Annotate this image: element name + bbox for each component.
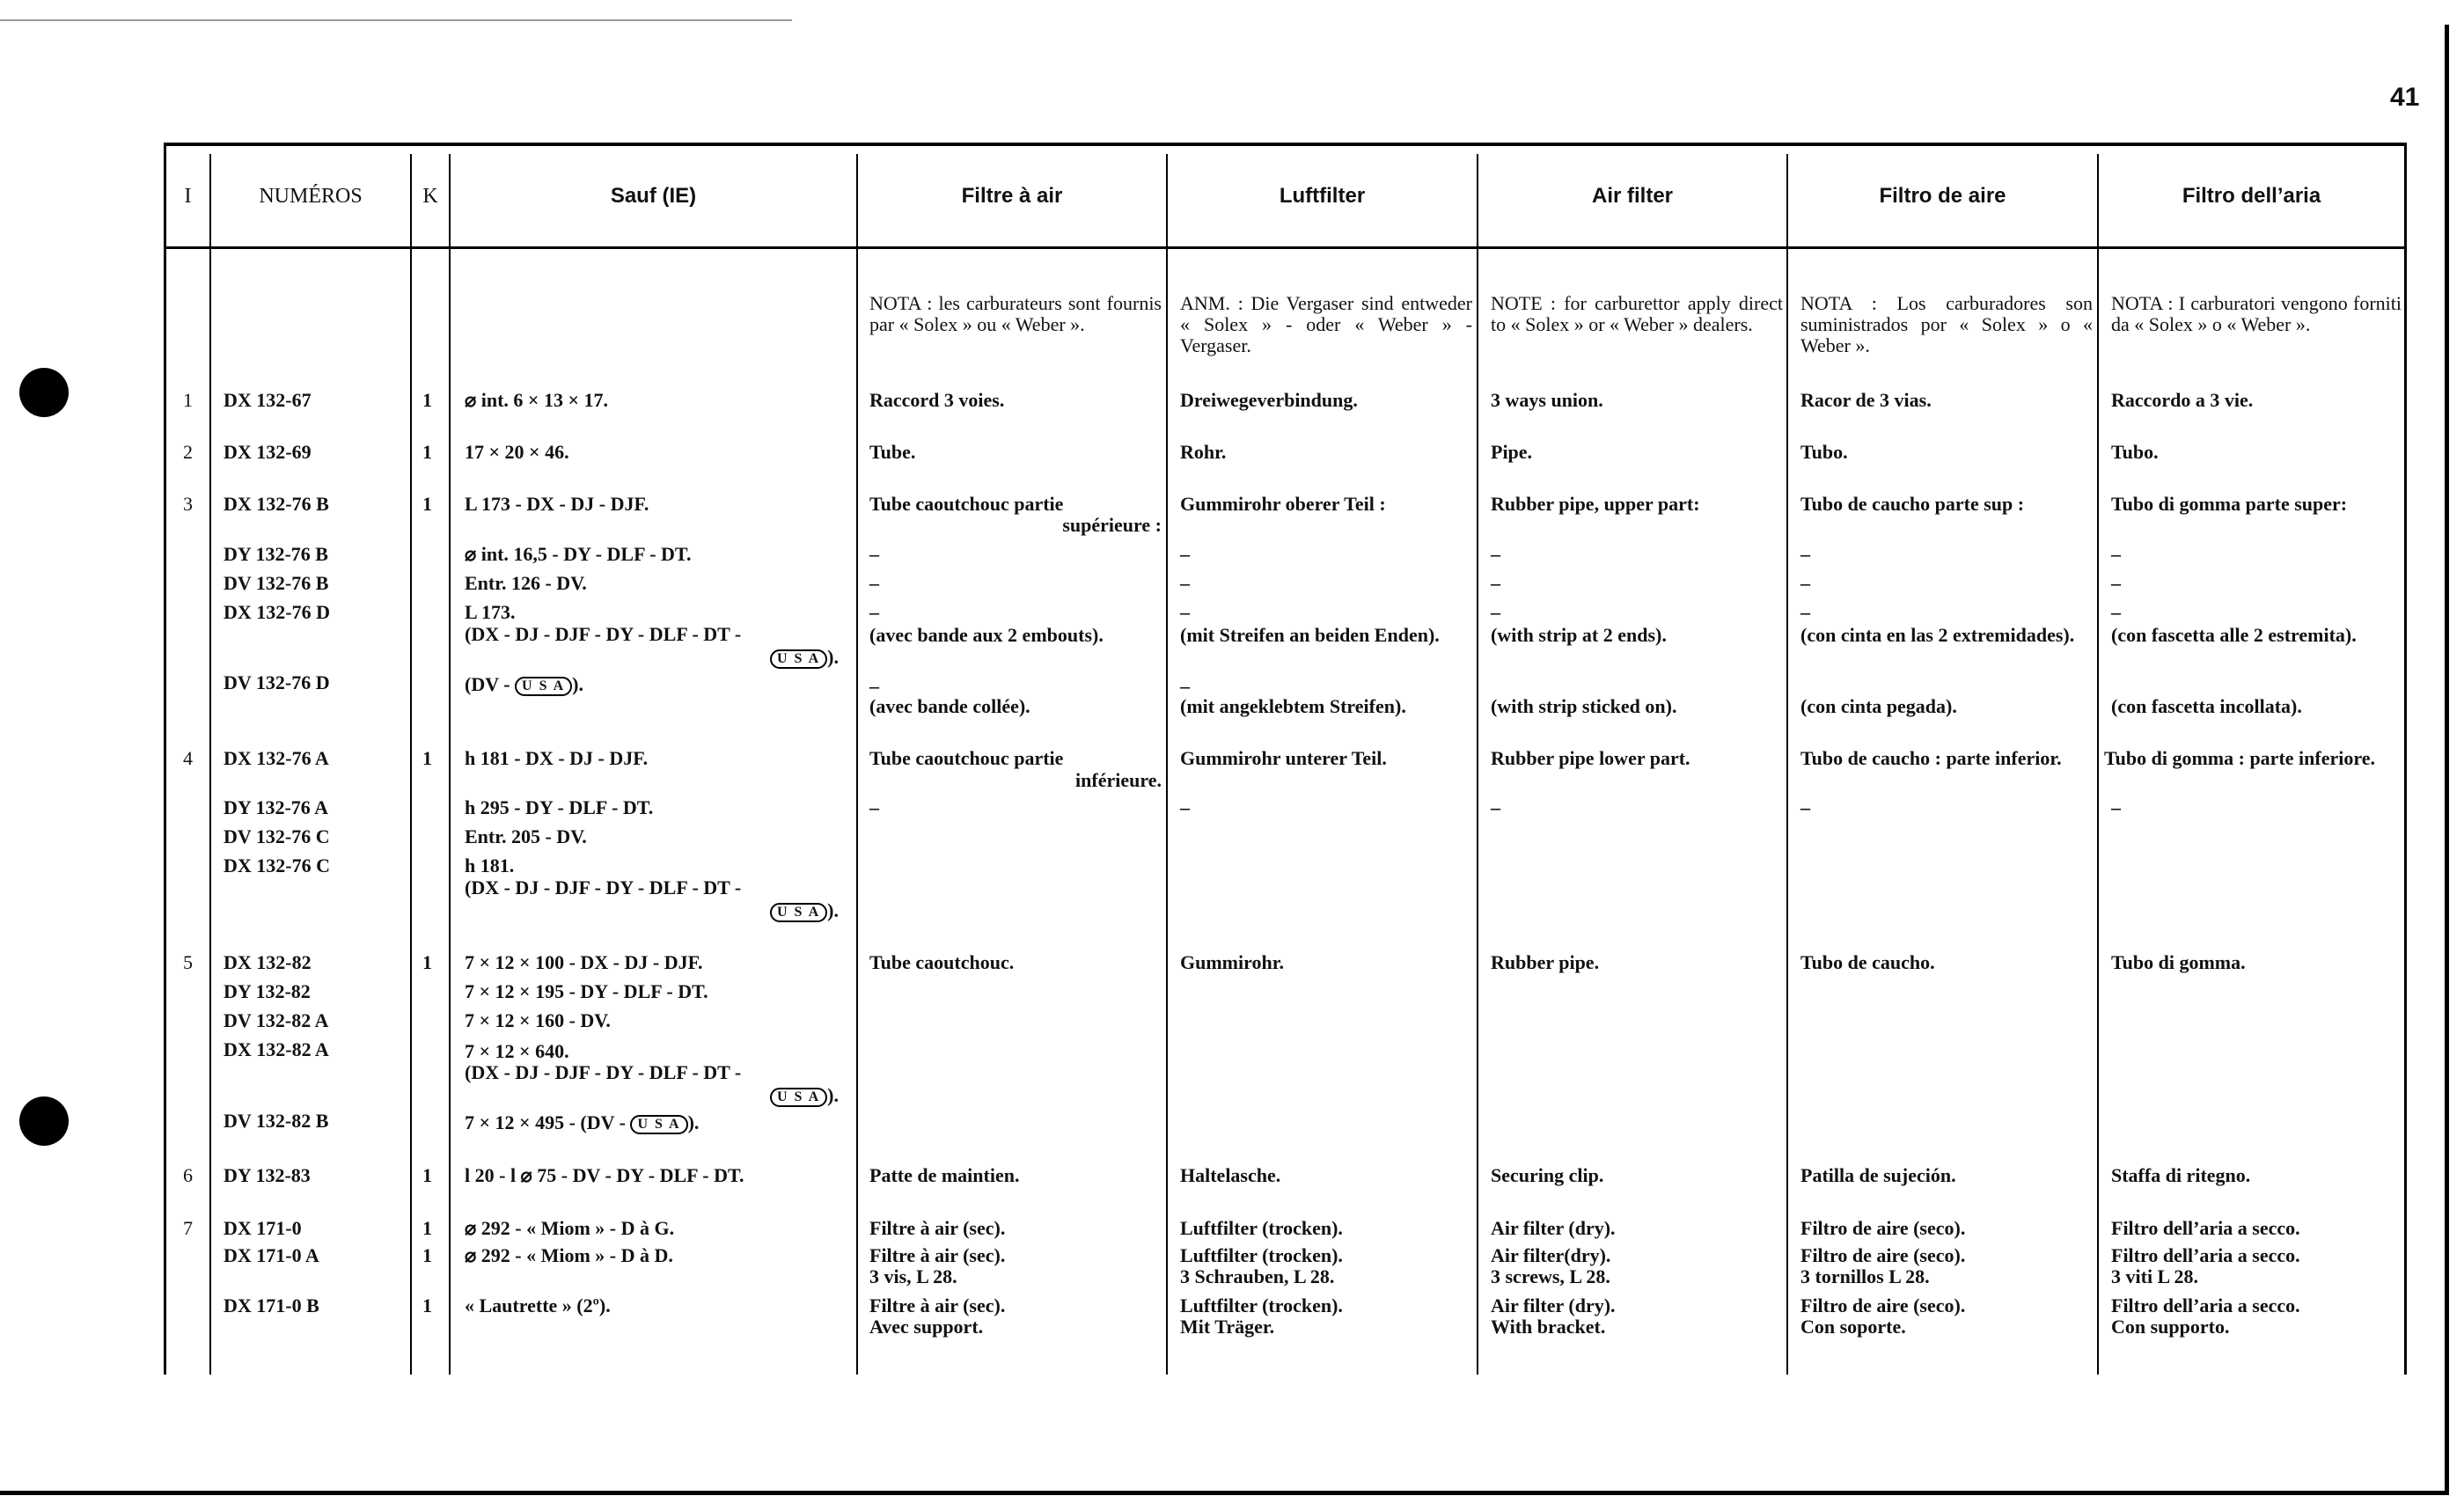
note-fr: NOTA : les carburateurs sont fournis par « Solex » ou « Weber ».: [869, 292, 1162, 335]
header-en: Air filter: [1591, 184, 1673, 208]
desc-en: Rubber pipe.: [1491, 951, 1600, 973]
col-rule: [2097, 154, 2099, 1375]
desc-de: Gummirohr oberer Teil :: [1180, 493, 1386, 515]
part-number: DX 132-67: [224, 389, 312, 411]
sauf-prefix: (DV -: [465, 673, 510, 695]
desc-en: Pipe.: [1491, 441, 1533, 463]
desc-en: Air filter(dry).: [1491, 1244, 1611, 1266]
col-rule: [449, 154, 451, 1375]
desc-fr-line2: (avec bande aux 2 embouts).: [869, 624, 1104, 646]
page-frame-right: [2445, 25, 2449, 1494]
quantity: 1: [422, 1244, 432, 1266]
col-rule: [164, 143, 166, 1375]
desc-it: –: [2111, 543, 2121, 565]
part-number: DV 132-82 B: [224, 1110, 329, 1132]
desc-en-line2: (with strip sticked on).: [1491, 695, 1677, 717]
desc-fr: Tube.: [869, 441, 916, 463]
quantity: 1: [422, 1164, 432, 1186]
desc-fr: –: [869, 796, 879, 818]
part-number: DX 132-82 A: [224, 1038, 329, 1060]
col-rule: [1477, 154, 1478, 1375]
desc-es: Patilla de sujeción.: [1800, 1164, 1956, 1186]
sauf-text: h 295 - DY - DLF - DT.: [465, 796, 654, 818]
desc-fr: Patte de maintien.: [869, 1164, 1020, 1186]
header-sauf: Sauf (IE): [610, 184, 697, 208]
desc-de: –: [1180, 572, 1190, 594]
sauf-suffix: ).: [572, 673, 583, 695]
quantity: 1: [422, 951, 432, 973]
quantity: 1: [422, 441, 432, 463]
desc-es: Tubo.: [1800, 441, 1848, 463]
desc-en-line2: 3 screws, L 28.: [1491, 1265, 1610, 1287]
header-es: Filtro de aire: [1879, 184, 2006, 208]
desc-it: –: [2111, 572, 2121, 594]
desc-it: Tubo.: [2111, 441, 2159, 463]
sauf-text: 7 × 12 × 195 - DY - DLF - DT.: [465, 980, 708, 1002]
part-number: DX 132-69: [224, 441, 312, 463]
desc-de: Dreiwegeverbindung.: [1180, 389, 1358, 411]
header-fr: Filtre à air: [961, 184, 1063, 208]
sauf-text: [465, 674, 583, 696]
desc-fr: Tube caoutchouc partie: [869, 493, 1064, 515]
desc-en-line2: With bracket.: [1491, 1316, 1606, 1338]
part-number: DV 132-76 B: [224, 572, 329, 594]
part-number: DV 132-76 C: [224, 825, 330, 847]
page-frame-bottom: [0, 1491, 2449, 1495]
part-number: DX 171-0 B: [224, 1294, 319, 1316]
desc-it: Tubo di gomma.: [2111, 951, 2246, 973]
col-rule: [856, 154, 858, 1375]
desc-fr: Tube caoutchouc partie: [869, 747, 1064, 769]
desc-en: –: [1491, 601, 1500, 623]
row-index: 2: [183, 441, 193, 463]
desc-es-line2: (con cinta en las 2 extremidades).: [1800, 624, 2075, 646]
part-number: DV 132-76 D: [224, 671, 330, 693]
desc-fr-line2: 3 vis, L 28.: [869, 1265, 957, 1287]
desc-it: Filtro dell’aria a secco.: [2111, 1217, 2300, 1239]
desc-de-line2: 3 Schrauben, L 28.: [1180, 1265, 1335, 1287]
sauf-text-line2: (DX - DJ - DJF - DY - DLF - DT -: [465, 623, 742, 645]
desc-de: Gummirohr.: [1180, 951, 1284, 973]
desc-it: Staffa di ritegno.: [2111, 1164, 2251, 1186]
desc-de: –: [1180, 601, 1190, 623]
desc-it: Filtro dell’aria a secco.: [2111, 1294, 2300, 1316]
desc-fr: Filtre à air (sec).: [869, 1294, 1006, 1316]
desc-es: Filtro de aire (seco).: [1800, 1244, 1966, 1266]
desc-fr: Filtre à air (sec).: [869, 1244, 1006, 1266]
part-number: DX 132-76 D: [224, 601, 330, 623]
sauf-text: l 20 - l ⌀ 75 - DV - DY - DLF - DT.: [465, 1164, 744, 1186]
sauf-text: « Lautrette » (2º).: [465, 1294, 611, 1316]
desc-de-line2: (mit angeklebtem Streifen).: [1180, 695, 1406, 717]
part-number: DY 132-82: [224, 980, 311, 1002]
desc-fr-line2: Avec support.: [869, 1316, 984, 1338]
desc-es: Tubo de caucho.: [1800, 951, 1935, 973]
sauf-text: ⌀ 292 - « Miom » - D à D.: [465, 1244, 673, 1266]
desc-en-line2: (with strip at 2 ends).: [1491, 624, 1667, 646]
header-i: I: [184, 184, 192, 208]
desc-fr: Tube caoutchouc.: [869, 951, 1015, 973]
sauf-prefix: 7 × 12 × 495 - (DV -: [465, 1111, 626, 1133]
top-rule: [0, 19, 792, 21]
row-index: 5: [183, 951, 193, 973]
note-de: ANM. : Die Vergaser sind entweder « Solex » - oder « Weber » - Vergaser.: [1180, 292, 1472, 356]
page-number: 41: [2390, 83, 2420, 112]
sauf-text-line2: (DX - DJ - DJF - DY - DLF - DT -: [465, 876, 742, 898]
part-number: DX 132-76 B: [224, 493, 329, 515]
part-number: DY 132-76 A: [224, 796, 328, 818]
desc-it: Tubo di gomma parte super:: [2111, 493, 2348, 515]
desc-de: Haltelasche.: [1180, 1164, 1281, 1186]
desc-es: Racor de 3 vias.: [1800, 389, 1932, 411]
desc-en: Securing clip.: [1491, 1164, 1604, 1186]
sauf-text: 7 × 12 × 640.: [465, 1040, 569, 1062]
part-number: DX 171-0: [224, 1217, 302, 1239]
part-number: DX 132-76 A: [224, 747, 329, 769]
desc-it: Filtro dell’aria a secco.: [2111, 1244, 2300, 1266]
sauf-text: ⌀ int. 16,5 - DY - DLF - DT.: [465, 543, 692, 565]
desc-fr-line2: (avec bande collée).: [869, 695, 1030, 717]
desc-es: Filtro de aire (seco).: [1800, 1217, 1966, 1239]
desc-en: 3 ways union.: [1491, 389, 1603, 411]
sauf-text: Entr. 126 - DV.: [465, 572, 587, 594]
sauf-text-line2: (DX - DJ - DJF - DY - DLF - DT -: [465, 1061, 742, 1083]
desc-es: Filtro de aire (seco).: [1800, 1294, 1966, 1316]
header-de: Luftfilter: [1279, 184, 1366, 208]
col-rule: [1166, 154, 1168, 1375]
desc-es: –: [1800, 601, 1810, 623]
desc-fr-line2: supérieure :: [1062, 514, 1162, 536]
desc-it: –: [2111, 601, 2121, 623]
desc-it-line2: (con fascetta alle 2 estremita).: [2111, 624, 2357, 646]
part-number: DV 132-82 A: [224, 1009, 329, 1031]
desc-es: –: [1800, 543, 1810, 565]
col-rule: [1786, 154, 1788, 1375]
desc-fr: Raccord 3 voies.: [869, 389, 1005, 411]
sauf-text: L 173.: [465, 601, 516, 623]
desc-it: –: [2111, 796, 2121, 818]
desc-en: –: [1491, 543, 1500, 565]
desc-it: Raccordo a 3 vie.: [2111, 389, 2254, 411]
part-number: DX 132-76 C: [224, 854, 330, 876]
col-rule: [410, 154, 412, 1375]
usa-badge: U S A: [770, 1088, 827, 1107]
desc-fr-line2: inférieure.: [1075, 769, 1162, 791]
usa-badge: U S A: [770, 649, 827, 669]
desc-it: Tubo di gomma : parte inferiore.: [2104, 747, 2375, 769]
quantity: 1: [422, 747, 432, 769]
part-number: DY 132-76 B: [224, 543, 328, 565]
desc-fr: –: [869, 543, 879, 565]
quantity: 1: [422, 1217, 432, 1239]
desc-en: Rubber pipe lower part.: [1491, 747, 1690, 769]
header-numeros: NUMÉROS: [259, 184, 363, 208]
desc-es: –: [1800, 572, 1810, 594]
row-index: 1: [183, 389, 193, 411]
sauf-text: h 181 - DX - DJ - DJF.: [465, 747, 649, 769]
desc-de: Luftfilter (trocken).: [1180, 1217, 1343, 1239]
part-number: DX 171-0 A: [224, 1244, 319, 1266]
desc-de: Luftfilter (trocken).: [1180, 1244, 1343, 1266]
desc-en: Air filter (dry).: [1491, 1294, 1616, 1316]
col-rule: [2404, 143, 2407, 1375]
sauf-text: ⌀ int. 6 × 13 × 17.: [465, 389, 608, 411]
header-k: K: [422, 184, 438, 208]
desc-it-line2: 3 viti L 28.: [2111, 1265, 2199, 1287]
row-index: 3: [183, 493, 193, 515]
sauf-suffix: ).: [687, 1111, 700, 1133]
sauf-text: h 181.: [465, 854, 515, 876]
usa-line: U S A ).: [770, 900, 839, 922]
desc-es-line2: Con soporte.: [1800, 1316, 1906, 1338]
sauf-text: L 173 - DX - DJ - DJF.: [465, 493, 649, 515]
usa-line: U S A ).: [770, 647, 839, 669]
desc-en: –: [1491, 796, 1500, 818]
quantity: 1: [422, 1294, 432, 1316]
desc-fr: Filtre à air (sec).: [869, 1217, 1006, 1239]
desc-de: –: [1180, 796, 1190, 818]
header-it: Filtro dell’aria: [2182, 184, 2321, 208]
desc-fr: –: [869, 601, 879, 623]
row-index: 6: [183, 1164, 193, 1186]
usa-line: U S A ).: [770, 1085, 839, 1107]
desc-es: Tubo de caucho parte sup :: [1800, 493, 2025, 515]
part-number: DX 132-82: [224, 951, 312, 973]
quantity: 1: [422, 389, 432, 411]
desc-en: Rubber pipe, upper part:: [1491, 493, 1700, 515]
desc-de: Rohr.: [1180, 441, 1227, 463]
quantity: 1: [422, 493, 432, 515]
desc-es: –: [1800, 796, 1810, 818]
usa-badge: U S A: [770, 903, 827, 922]
table-header-rule: [164, 246, 2406, 249]
desc-fr: –: [869, 675, 879, 697]
sauf-text: 7 × 12 × 100 - DX - DJ - DJF.: [465, 951, 703, 973]
sauf-text: Entr. 205 - DV.: [465, 825, 587, 847]
desc-en: –: [1491, 572, 1500, 594]
desc-de: –: [1180, 543, 1190, 565]
sauf-text: ⌀ 292 - « Miom » - D à G.: [465, 1217, 675, 1239]
desc-es-line2: 3 tornillos L 28.: [1800, 1265, 1930, 1287]
desc-de: Gummirohr unterer Teil.: [1180, 747, 1387, 769]
sauf-text: 7 × 12 × 160 - DV.: [465, 1009, 611, 1031]
note-it: NOTA : I carburatori vengono forniti da « Solex » o « Weber ».: [2111, 292, 2402, 335]
desc-en: Air filter (dry).: [1491, 1217, 1616, 1239]
col-rule: [209, 154, 211, 1375]
desc-it-line2: (con fascetta incollata).: [2111, 695, 2302, 717]
desc-it-line2: Con supporto.: [2111, 1316, 2230, 1338]
sauf-text: 17 × 20 × 46.: [465, 441, 569, 463]
row-index: 4: [183, 747, 193, 769]
sauf-text: [465, 1112, 699, 1134]
desc-es: Tubo de caucho : parte inferior.: [1800, 747, 2062, 769]
usa-badge: U S A: [630, 1115, 687, 1134]
binder-hole-top: [19, 368, 69, 417]
desc-fr: –: [869, 572, 879, 594]
usa-badge: U S A: [515, 677, 572, 696]
desc-de: –: [1180, 675, 1190, 697]
desc-de-line2: (mit Streifen an beiden Enden).: [1180, 624, 1440, 646]
desc-de-line2: Mit Träger.: [1180, 1316, 1275, 1338]
desc-es-line2: (con cinta pegada).: [1800, 695, 1957, 717]
note-en: NOTE : for carburettor apply direct to « Solex » or « Weber » dealers.: [1491, 292, 1783, 335]
desc-de: Luftfilter (trocken).: [1180, 1294, 1343, 1316]
note-es: NOTA : Los carburadores son suministrados por « Solex » o « Weber ».: [1800, 292, 2093, 356]
binder-hole-bottom: [19, 1096, 69, 1146]
row-index: 7: [183, 1217, 193, 1239]
part-number: DY 132-83: [224, 1164, 311, 1186]
